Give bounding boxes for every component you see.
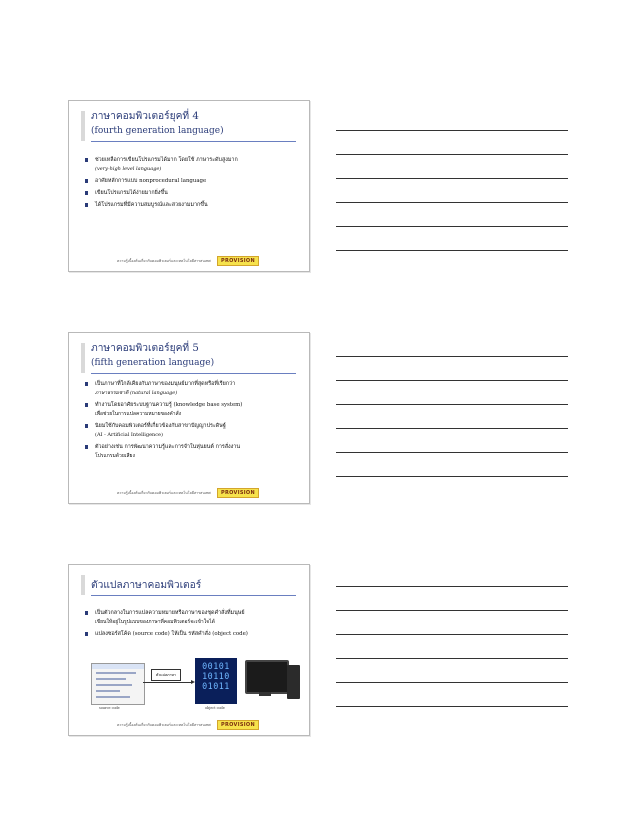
- bullet-list: [83, 380, 301, 464]
- note-line: [336, 452, 568, 453]
- bullet-subtext: (very-high level language): [95, 166, 162, 172]
- bullet-subtext: (AI - Artificial Intelligence): [95, 432, 163, 438]
- slide-2: [68, 332, 310, 504]
- note-line: [336, 178, 568, 179]
- note-line: [336, 634, 568, 635]
- bullet-subtext: เพื่อช่วยในการแปลความหมายของคำสั่ง: [95, 411, 182, 417]
- note-line: [336, 226, 568, 227]
- note-line: [336, 250, 568, 251]
- code-line: [96, 696, 130, 698]
- bullet-item: เป็นตัวกลางในการแปลความหมายหรือภาษาของชุดคำสั่งที่มนุษย์: [83, 609, 301, 617]
- title-accent: [81, 575, 85, 595]
- title-accent: [81, 343, 85, 373]
- code-line: [96, 678, 126, 680]
- bullet-item: ทำงานโดยอาศัยระบบฐานความรู้ (knowledge base system): [83, 401, 301, 409]
- title-underline: [91, 141, 296, 142]
- bullet-item: เป็นภาษาที่ใกล้เคียงกับภาษาของมนุษย์มากที่สุดหรือที่เรียกว่า: [83, 380, 301, 388]
- note-line: [336, 706, 568, 707]
- note-line: [336, 202, 568, 203]
- binary-line: 10110: [202, 671, 230, 681]
- note-line: [336, 586, 568, 587]
- note-line: [336, 404, 568, 405]
- slide-subtitle: (fifth generation language): [91, 358, 215, 368]
- slide-footer: ความรู้เบื้องต้นเกี่ยวกับคอมพิวเตอร์และเทคโนโลยีสารสนเทศ: [117, 723, 211, 727]
- note-line: [336, 154, 568, 155]
- title-underline: [91, 373, 296, 374]
- code-line: [96, 672, 136, 674]
- slide-title: ภาษาคอมพิวเตอร์ยุคที่ 4: [91, 111, 199, 122]
- code-line: [96, 684, 132, 686]
- bullet-subtext: ภาษาธรรมชาติ (natural language): [95, 390, 178, 396]
- bullet-item: ช่วยเหลือการเขียนโปรแกรมได้มาก โดยใช้ ภาษาระดับสูงมาก: [83, 156, 301, 164]
- code-line: [96, 690, 120, 692]
- slide-title: ภาษาคอมพิวเตอร์ยุคที่ 5: [91, 343, 199, 354]
- note-line: [336, 476, 568, 477]
- computer-monitor-icon: [245, 660, 289, 694]
- note-line: [336, 130, 568, 131]
- bullet-item: ได้โปรแกรมที่มีความสมบูรณ์และสวยงามมากขึ้น: [83, 201, 301, 209]
- bullet-list: [83, 156, 301, 213]
- title-accent: [81, 111, 85, 141]
- object-code-label: object code: [205, 706, 225, 710]
- bullet-subtext: โปรแกรมด้วยเสียง: [95, 453, 135, 459]
- computer-tower-icon: [287, 665, 300, 699]
- note-line: [336, 380, 568, 381]
- slide-subtitle: (fourth generation language): [91, 126, 224, 136]
- source-code-screenshot: [91, 663, 145, 705]
- bullet-item: เขียนโปรแกรมได้ง่ายมากยิ่งขึ้น: [83, 189, 301, 197]
- bullet-subtext: เขียนให้อยู่ในรูปแบบของภาษาที่คอมพิวเตอร์จะเข้าใจได้: [95, 619, 215, 625]
- binary-code-image: [195, 658, 237, 704]
- bullet-item: นิยมใช้กับคอมพิวเตอร์ที่เกี่ยวข้องกับสาขาปัญญาประดิษฐ์: [83, 422, 301, 430]
- monitor-stand: [259, 692, 271, 696]
- note-line: [336, 658, 568, 659]
- source-code-label: source code: [99, 706, 120, 710]
- bullet-item: แปลงซอร์สโค้ด (source code) ให้เป็น รหัสคำสั่ง (object code): [83, 630, 301, 638]
- brand-logo: PROVISION: [217, 720, 259, 730]
- title-underline: [91, 595, 296, 596]
- bullet-item: อาศัยหลักการแบบ nonprocedural language: [83, 177, 301, 185]
- slide-1: [68, 100, 310, 272]
- slide-footer: ความรู้เบื้องต้นเกี่ยวกับคอมพิวเตอร์และเทคโนโลยีสารสนเทศ: [117, 259, 211, 263]
- binary-line: 01011: [202, 681, 230, 691]
- slide-3: [68, 564, 310, 736]
- slide-title: ตัวแปลภาษาคอมพิวเตอร์: [91, 580, 202, 591]
- note-line: [336, 428, 568, 429]
- bullet-list: [83, 609, 301, 642]
- slide-footer: ความรู้เบื้องต้นเกี่ยวกับคอมพิวเตอร์และเทคโนโลยีสารสนเทศ: [117, 491, 211, 495]
- brand-logo: PROVISION: [217, 488, 259, 498]
- translator-box: ตัวแปลภาษา: [151, 669, 181, 681]
- note-line: [336, 610, 568, 611]
- brand-logo: PROVISION: [217, 256, 259, 266]
- bullet-item: ตัวอย่างเช่น การพัฒนาความรู้และการจำในหุ่นยนต์ การสั่งงาน: [83, 443, 301, 451]
- translate-arrow: [143, 682, 193, 683]
- note-line: [336, 356, 568, 357]
- binary-line: 00101: [202, 661, 230, 671]
- note-line: [336, 682, 568, 683]
